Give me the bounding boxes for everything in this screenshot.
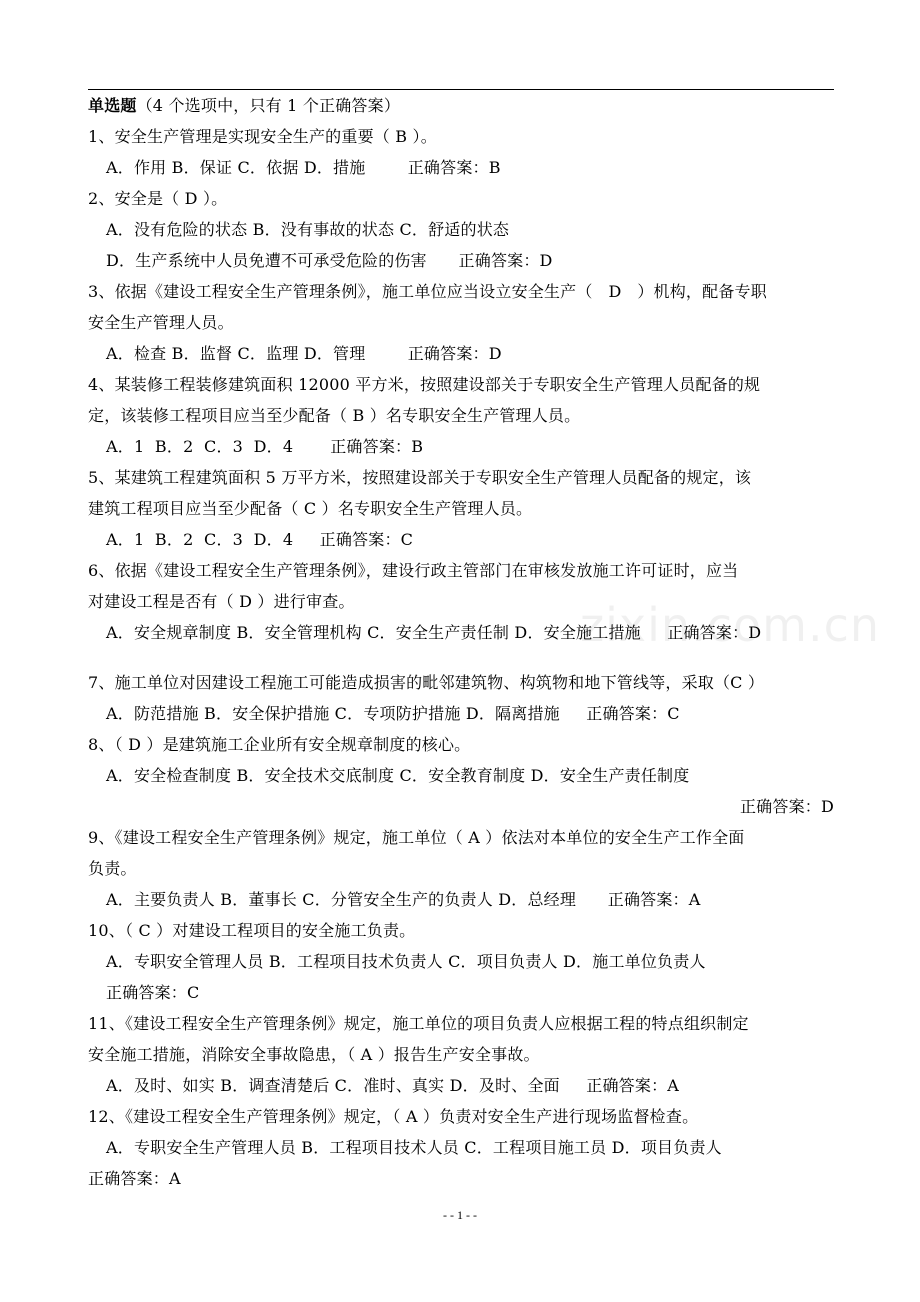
section-heading <box>88 96 400 116</box>
question-3: 3、依据《建设工程安全生产管理条例》，施工单位应当设立安全生产（ D ）机构，配备专职 <box>88 282 767 301</box>
page-number: - - 1 - - <box>443 1208 477 1222</box>
answer-12: 正确答案：A <box>88 1169 181 1188</box>
question-1: 1、安全生产管理是实现安全生产的重要（ B ）。 <box>88 127 437 146</box>
question-4: 4、某装修工程装修建筑面积 12000 平方米，按照建设部关于专职安全生产管理人员配备的规 <box>88 375 761 394</box>
options-2b: D．生产系统中人员免遭不可承受危险的伤害 正确答案：D <box>106 251 553 270</box>
question-6-cont: 对建设工程是否有（ D ）进行审查。 <box>88 592 355 611</box>
options-11: A．及时、如实 B．调查清楚后 C．准时、真实 D．及时、全面 正确答案：A <box>106 1076 680 1095</box>
question-9: 9、《建设工程安全生产管理条例》规定，施工单位（ A ）依法对本单位的安全生产工作全面 <box>88 828 745 847</box>
question-5: 5、某建筑工程建筑面积 5 万平方米，按照建设部关于专职安全生产管理人员配备的规定，该 <box>88 468 752 487</box>
watermark: zixin.com.cn <box>580 598 881 652</box>
question-8: 8、（ D ）是建筑施工企业所有安全规章制度的核心。 <box>88 735 471 754</box>
options-6: A．安全规章制度 B．安全管理机构 C．安全生产责任制 D．安全施工措施 正确答案：D <box>106 623 762 642</box>
options-4: A．1 B．2 C．3 D．4 正确答案：B <box>106 437 424 456</box>
options-1: A．作用 B．保证 C．依据 D．措施 正确答案：B <box>106 158 501 177</box>
options-2a: A．没有危险的状态 B．没有事故的状态 C．舒适的状态 <box>106 220 510 239</box>
question-10: 10、（ C ）对建设工程项目的安全施工负责。 <box>88 921 416 940</box>
question-4-cont: 定，该装修工程项目应当至少配备（ B ）名专职安全生产管理人员。 <box>88 406 581 425</box>
question-11-cont: 安全施工措施，消除安全事故隐患，（ A ）报告生产安全事故。 <box>88 1045 540 1064</box>
options-5: A．1 B．2 C．3 D．4 正确答案：C <box>106 530 414 549</box>
question-6: 6、依据《建设工程安全生产管理条例》，建设行政主管部门在审核发放施工许可证时，应当 <box>88 561 739 580</box>
question-5-cont: 建筑工程项目应当至少配备（ C ）名专职安全生产管理人员。 <box>88 499 533 518</box>
question-7: 7、施工单位对因建设工程施工可能造成损害的毗邻建筑物、构筑物和地下管线等，采取（C ） <box>88 673 765 692</box>
header-rule <box>88 89 834 90</box>
question-3-cont: 安全生产管理人员。 <box>88 313 234 332</box>
question-9-cont: 负责。 <box>88 859 137 878</box>
question-11: 11、《建设工程安全生产管理条例》规定，施工单位的项目负责人应根据工程的特点组织制定 <box>88 1014 749 1033</box>
options-7: A．防范措施 B．安全保护措施 C．专项防护措施 D．隔离措施 正确答案：C <box>106 704 680 723</box>
options-9: A．主要负责人 B．董事长 C．分管安全生产的负责人 D．总经理 正确答案：A <box>106 890 701 909</box>
question-2: 2、安全是（ D ）。 <box>88 189 228 208</box>
section-title: 单选题 <box>88 96 137 115</box>
question-12: 12、《建设工程安全生产管理条例》规定，（ A ）负责对安全生产进行现场监督检查。 <box>88 1107 699 1126</box>
answer-10: 正确答案：C <box>106 983 200 1002</box>
options-10: A．专职安全管理人员 B．工程项目技术负责人 C．项目负责人 D．施工单位负责人 <box>106 952 706 971</box>
options-3: A．检查 B．监督 C．监理 D．管理 正确答案：D <box>106 344 502 363</box>
answer-8: 正确答案：D <box>739 797 834 816</box>
section-note: （4 个选项中，只有 1 个正确答案） <box>136 96 401 115</box>
options-12: A．专职安全生产管理人员 B．工程项目技术人员 C．工程项目施工员 D．项目负责人 <box>106 1138 722 1157</box>
options-8: A．安全检查制度 B．安全技术交底制度 C．安全教育制度 D．安全生产责任制度 <box>106 766 690 785</box>
